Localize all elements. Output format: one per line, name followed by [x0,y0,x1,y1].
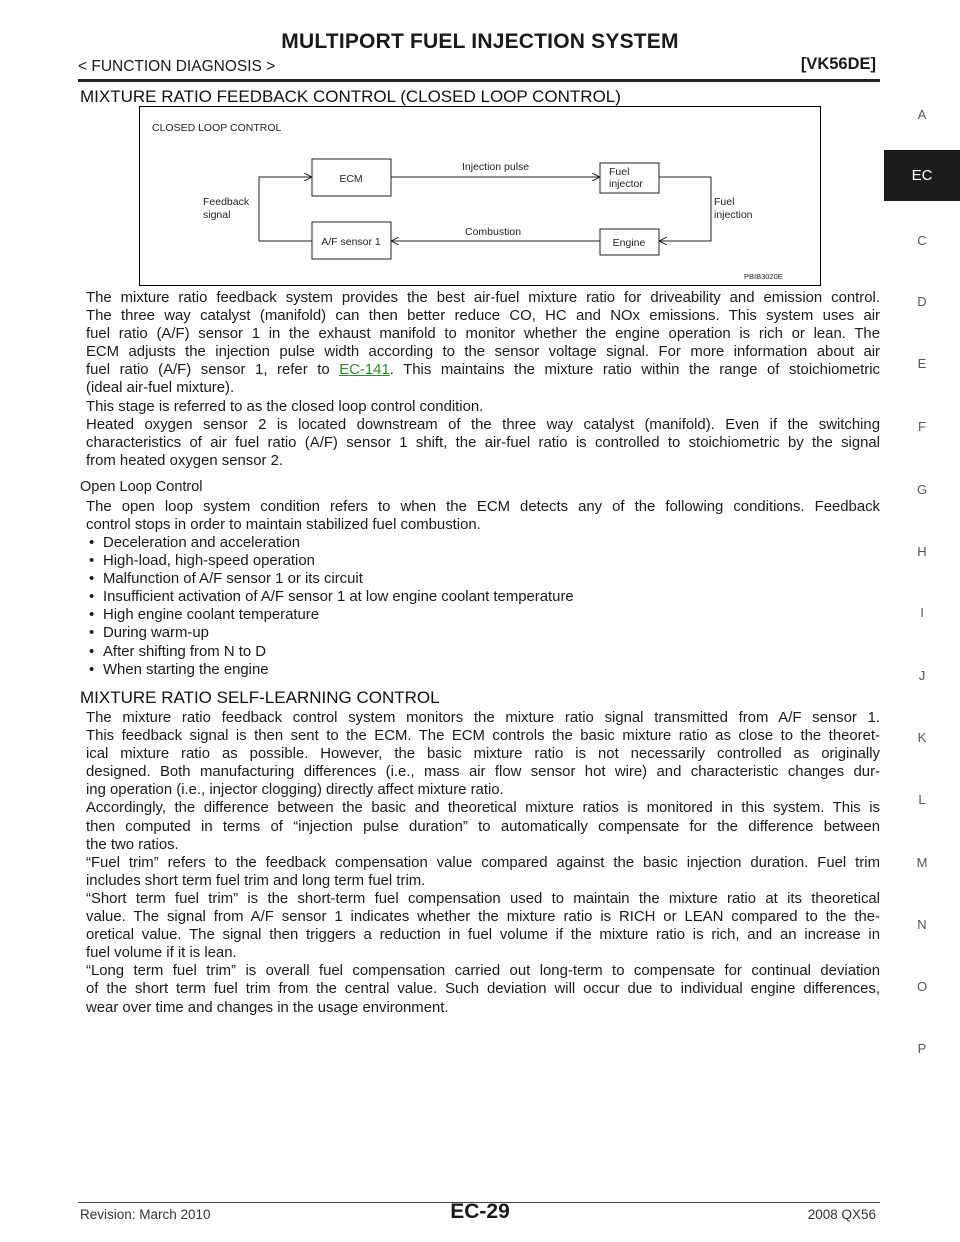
paragraph-line: The mixture ratio feedback control system monitors the mixture ratio signal transmitted from A/F sensor 1. [86,710,880,726]
feedback-label-1: Feedback [203,196,250,208]
fuel-injection-label-1: Fuel [714,196,735,208]
list-item: • When starting the engine [86,661,880,679]
paragraph-line: from heated oxygen sensor 2. [86,452,284,469]
feedback-label-2: signal [203,209,231,221]
list-item: • After shifting from N to D [86,643,880,661]
side-tab-l[interactable]: L [918,792,926,807]
fuel-injector-label-2: injector [609,178,643,190]
feedback-loop-line [259,177,312,241]
paragraph-line: ECM adjusts the injection pulse width according to the sensor voltage signal. For more information about air [86,344,880,361]
self-learning-paragraph [86,709,880,1017]
paragraph-line: designed. Both manufacturing differences (i.e., mass air flow sensor hot wire) and characteristic changes dur- [86,764,880,781]
paragraph-line: ing operation (i.e., injector clogging) directly affect mixture ratio. [86,782,504,799]
open-loop-paragraph [86,498,880,534]
fuel-injection-label-2: injection [714,209,753,221]
engine-code: [VK56DE] [800,55,876,73]
ec-141-link[interactable]: EC-141 [339,362,390,379]
list-item: • High engine coolant temperature [86,606,880,624]
side-tab-f[interactable]: F [918,419,926,434]
paragraph-line: The mixture ratio feedback system provides the best air-fuel mixture ratio for driveability and emission control. [86,290,880,306]
paragraph-line: “Long term fuel trim” is overall fuel compensation carried out long-term to compensate for continual deviation [86,963,880,980]
paragraph-line: The open loop system condition refers to when the ECM detects any of the following conditions. Feedback [86,499,880,515]
open-loop-heading: Open Loop Control [80,479,203,495]
page-number: EC-29 [450,1200,510,1223]
paragraph-line: value. The signal from A/F sensor 1 indicates whether the mixture ratio is RICH or LEAN compared to the the- [86,909,880,926]
ecm-label: ECM [339,173,363,185]
paragraph-text: fuel ratio (A/F) sensor 1, refer to [86,362,340,379]
section-heading-closed-loop: MIXTURE RATIO FEEDBACK CONTROL (CLOSED LOOP CONTROL) [80,87,621,106]
figure-code: PBIB3020E [744,272,783,281]
paragraph-line: “Short term fuel trim” is the short-term fuel compensation used to maintain the mixture ratio at its theoretical [86,890,880,907]
list-item: • Malfunction of A/F sensor 1 or its circuit [86,570,880,588]
paragraph-line: control stops in order to maintain stabilized fuel combustion. [86,517,481,534]
list-item: • Insufficient activation of A/F sensor 1 at low engine coolant temperature [86,588,880,606]
fuel-injection-loop-line [659,177,711,241]
side-tab-i[interactable]: I [920,605,924,620]
side-tab-j[interactable]: J [918,668,926,683]
paragraph-line: Accordingly, the difference between the basic and theoretical mixture ratios is monitored in this system. This is [86,800,880,817]
combustion-label: Combustion [465,226,522,238]
injection-pulse-label: Injection pulse [462,161,530,173]
section-heading-self-learning: MIXTURE RATIO SELF-LEARNING CONTROL [80,688,440,707]
paragraph-line: the two ratios. [86,836,179,853]
header-rule [78,79,880,82]
paragraph-line: “Fuel trim” refers to the feedback compensation value compared against the basic injection duration. Fuel trim [86,854,880,871]
paragraph-line: includes short term fuel trim and long term fuel trim. [86,872,426,889]
page-title: MULTIPORT FUEL INJECTION SYSTEM [281,30,679,53]
open-loop-conditions-list [86,534,880,679]
paragraph-line: wear over time and changes in the usage environment. [86,999,449,1016]
paragraph-line: characteristics of air fuel ratio (A/F) sensor 1 shift, the air-fuel ratio is controlled to stoichiometric by the signal [86,434,880,451]
revision-date: Revision: March 2010 [80,1207,211,1222]
breadcrumb: < FUNCTION DIAGNOSIS > [78,58,276,75]
side-tab-a[interactable]: A [917,107,927,122]
list-item: • Deceleration and acceleration [86,534,880,552]
vehicle-model: 2008 QX56 [807,1207,876,1222]
paragraph-line: This feedback signal is then sent to the ECM. The ECM controls the basic mixture ratio as close to the theoret- [86,728,880,745]
paragraph-text: . This maintains the mixture ratio within the range of stoichiometric [389,362,880,379]
paragraph-line: ical mixture ratio as possible. However, the basic mixture ratio is not necessarily controlled as originally [86,746,880,763]
fuel-injector-label-1: Fuel [609,166,630,178]
diagram-title: CLOSED LOOP CONTROL [152,122,282,134]
closed-loop-diagram [139,106,821,286]
closed-loop-paragraph [86,289,880,470]
paragraph-line: fuel volume if it is lean. [86,945,237,962]
side-tab-g[interactable]: G [916,482,928,497]
engine-label: Engine [612,237,646,249]
paragraph-line-with-link [86,361,880,379]
side-tab-k[interactable]: K [917,730,927,745]
side-tab-d[interactable]: D [917,294,927,309]
paragraph-line: Heated oxygen sensor 2 is located downstream of the three way catalyst (manifold). Even if the switching [86,416,880,433]
list-item: • High-load, high-speed operation [86,552,880,570]
paragraph-line: of the short term fuel trim from the central value. Such deviation will occur due to individual engine differences, [86,981,880,998]
af-sensor-label: A/F sensor 1 [321,236,381,248]
closed-loop-stage-text: This stage is referred to as the closed loop control condition. [86,398,484,415]
paragraph-line: fuel ratio (A/F) sensor 1 in the exhaust manifold to monitor whether the engine operation is rich or lean. The [86,326,880,343]
side-tab-p[interactable]: P [917,1041,927,1056]
paragraph-line: then computed in terms of “injection pulse duration” to automatically compensate for the difference between [86,818,880,835]
side-tab-n[interactable]: N [917,917,927,932]
side-tab-e[interactable]: E [917,356,927,371]
side-tab-h[interactable]: H [917,544,927,559]
side-tab-c[interactable]: C [917,233,927,248]
paragraph-line: (ideal air-fuel mixture). [86,380,235,397]
side-tab-m[interactable]: M [916,855,928,870]
side-tab-ec-active[interactable]: EC [884,150,960,201]
side-tab-o[interactable]: O [916,979,928,994]
list-item: • During warm-up [86,624,880,642]
closed-loop-diagram-svg [140,107,822,287]
paragraph-line: The three way catalyst (manifold) can then better reduce CO, HC and NOx emissions. This system uses air [86,308,880,325]
paragraph-line: oretical value. The signal then triggers a reduction in fuel volume if the mixture ratio is rich, and an increase in [86,927,880,944]
